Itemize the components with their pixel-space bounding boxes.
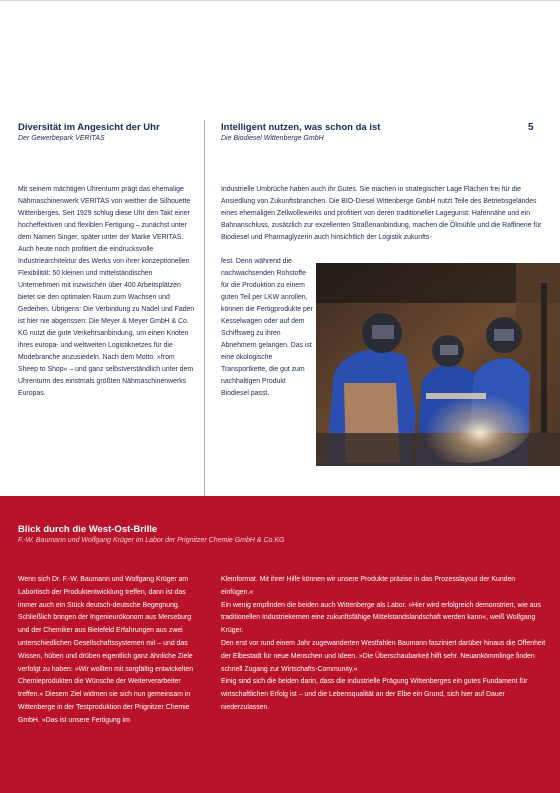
feature-title: Blick durch die West-Ost-Brille [18,524,158,535]
left-article-body: Mit seinem mächtigen Uhrenturm prägt das ehemalige Nähmaschinenwerk VERITAS von weither die Silhouette Wittenberges. Seit 1929 schlug diese Uhr den Takt einer hocheffektiven und flexiblen Fertigung – zunächst unter dem Namen Singer, später unter der Marke VERITAS. Auch heute noch profitiert die eindrucksvolle Industriearchitektur des Werks von ihrer konzeptionellen Flexibilität: 50 kleinen und mittelständischen Unternehmen mit inzwischen über 400 Arbeitsplätzen bietet sie den optimalen Raum zum Wachsen und Gedeihen. Übrigens: Die Verbindung zu Nadel und Faden ist hier nie abgerissen: Die Meyer & Meyer GmbH & Co. KG nutzt die gute Verkehrsanbindung, um einen Knoten ihres europa- und weltweiten Logistiknetzes für die Modebranche anzusiedeln. Nach dem Motto: »from Sheep to Shop« – und ganz selbstverständlich unter dem Uhrenturm des einstmals größten Nähmaschinenwerks Europas. [18,186,195,397]
feature-paragraph: Kleinformat. Mit ihrer Hilfe können wir unsere Produkte präzise in das Prozesslayout der Kunden einfügen.« [221,576,516,596]
column-divider [204,120,205,496]
top-rule [0,0,560,1]
feature-col-left: Wenn sich Dr. F.-W. Baumann und Wolfgang Krüger am Labortisch der Produktentwicklung treffen, dann ist das immer auch ein Stück deutsch-deutsche Begegnung. Schließlich bringen der Ingenieurökonom aus Merseburg und der Chemiker aus Bielefeld Erfahrungen aus zwei unterschiedlichen Gesellschaftssystemen mit – und das Wissen, hüben und drüben eigentlich ganz ähnliche Ziele verfolgt zu haben: »Wir wollten mit sorgfältig entwickelten Chemieprodukten die Wünsche der Weiterverarbeiter treffen.« Diesem Ziel widmen sie sich nun gemeinsam in Wittenberge in der Testproduktion der Prignitzer Chemie GmbH. »Das ist unsere Fertigung im [18,576,194,724]
left-article-subtitle: Der Gewerbepark VERITAS [18,135,105,142]
right-article-subtitle: Die Biodiesel Wittenberge GmbH [221,135,324,142]
left-article-title: Diversität im Angesicht der Uhr [18,122,160,133]
feature-section [0,496,560,793]
feature-paragraph: Den erst vor rund einem Jahr zugewanderten Westfahlen Baumann fasziniert darüber hinaus die Offenheit der Elbestadt für neue Menschen und Ideen. »Die Überschaubarkeit hilft sehr. Neuankömmlinge finden schnell Zugang zur Wirtschafts-Community.« [221,639,546,673]
welders-photo [316,263,560,466]
right-article-body-narrow: fest. Denn während die nachwachsenden Rohstoffe für die Produktion zu einem guten Teil per LKW anrollen, können die Fertigprodukte per Kesselwagen oder auf dem Schiffsweg zu ihren Abnehmern gelangen. Das ist eine ökologische Transportkette, die gut zum nachhaltigen Produkt Biodiesel passt. [221,258,313,397]
feature-paragraph: Ein wenig empfinden die beiden auch Wittenberge als Labor. »Hier wird erfolgreich demonstriert, wie aus traditionellen Industriekernen eine zukunftsfähige Mittelstandslandschaft werden kann«, weiß Wolfgang Krüger. [221,601,541,635]
feature-subtitle: F.-W. Baumann und Wolfgang Krüger im Labor der Prignitzer Chemie GmbH & Co.KG [18,537,285,544]
feature-paragraph: Einig sind sich die beiden darin, dass die industrielle Prägung Wittenberges ein gutes Fundament für wirtschaftlichen Erfolg ist – und die Lebensqualität an der Elbe ein Grund, sich hier auf Dauer niederzulassen. [221,678,528,711]
page-number: 5 [528,122,534,133]
feature-col-right [221,574,546,715]
right-article-title: Intelligent nutzen, was schon da ist [221,122,381,133]
right-article-header [221,122,380,144]
right-article-body-wide: Industrielle Umbrüche haben auch ihr Gutes. Sie machen in strategischer Lage Flächen frei für die Ansiedlung von Zukunftsbranchen. Die BIO-Diesel Wittenberge GmbH nutzt Teile des Betriebsgeländes eines ehemaligen Zellwollewerks und profitiert von deren traditioneller Lagegunst: Hafennähe und ein Bahnanschluss, zusätzlich zur exzellenten Straßenanbindung, machen die Ölmühle und die Raffinerie für Biodiesel und Pharmaglyzerin auch hinsichtlich der Logistik zukunfts- [221,186,542,241]
left-article-header [18,122,160,144]
feature-header [18,524,285,546]
